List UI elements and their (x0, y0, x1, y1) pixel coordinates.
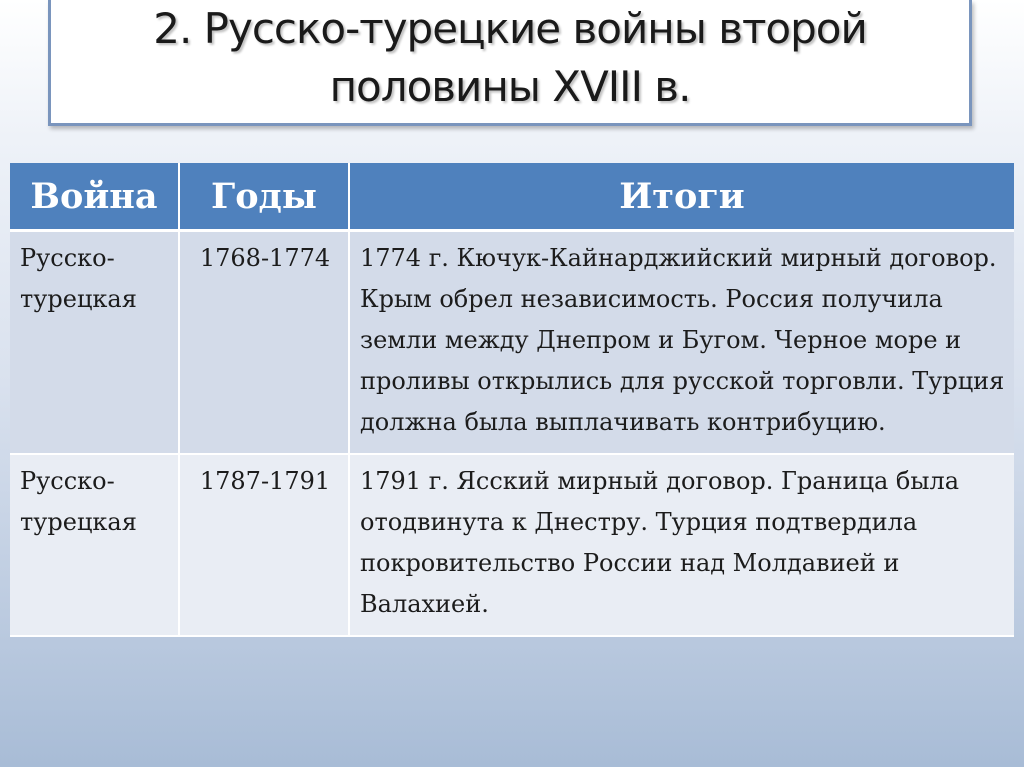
cell-results: 1791 г. Ясский мирный договор. Граница была отодвинута к Днестру. Турция подтвердила покровительство России над Молдавией и Валахией. (349, 454, 1014, 636)
header-results: Итоги (349, 163, 1014, 231)
slide-title: 2. Русско-турецкие войны второй половины XVIII в. (153, 3, 867, 111)
table-row (10, 231, 1014, 455)
title-box (48, 0, 972, 126)
header-years: Годы (179, 163, 349, 231)
cell-war: Русско-турецкая (10, 231, 179, 455)
cell-results: 1774 г. Кючук-Кайнарджийский мирный договор. Крым обрел независимость. Россия получила земли между Днепром и Бугом. Черное море и проливы открылись для русской торговли. Турция должна была выплачивать контрибуцию. (349, 231, 1014, 455)
cell-war: Русско-турецкая (10, 454, 179, 636)
table-row (10, 454, 1014, 636)
header-war: Война (10, 163, 179, 231)
cell-years: 1768-1774 (179, 231, 349, 455)
cell-years: 1787-1791 (179, 454, 349, 636)
table-header-row (10, 163, 1014, 231)
wars-table (10, 163, 1014, 637)
